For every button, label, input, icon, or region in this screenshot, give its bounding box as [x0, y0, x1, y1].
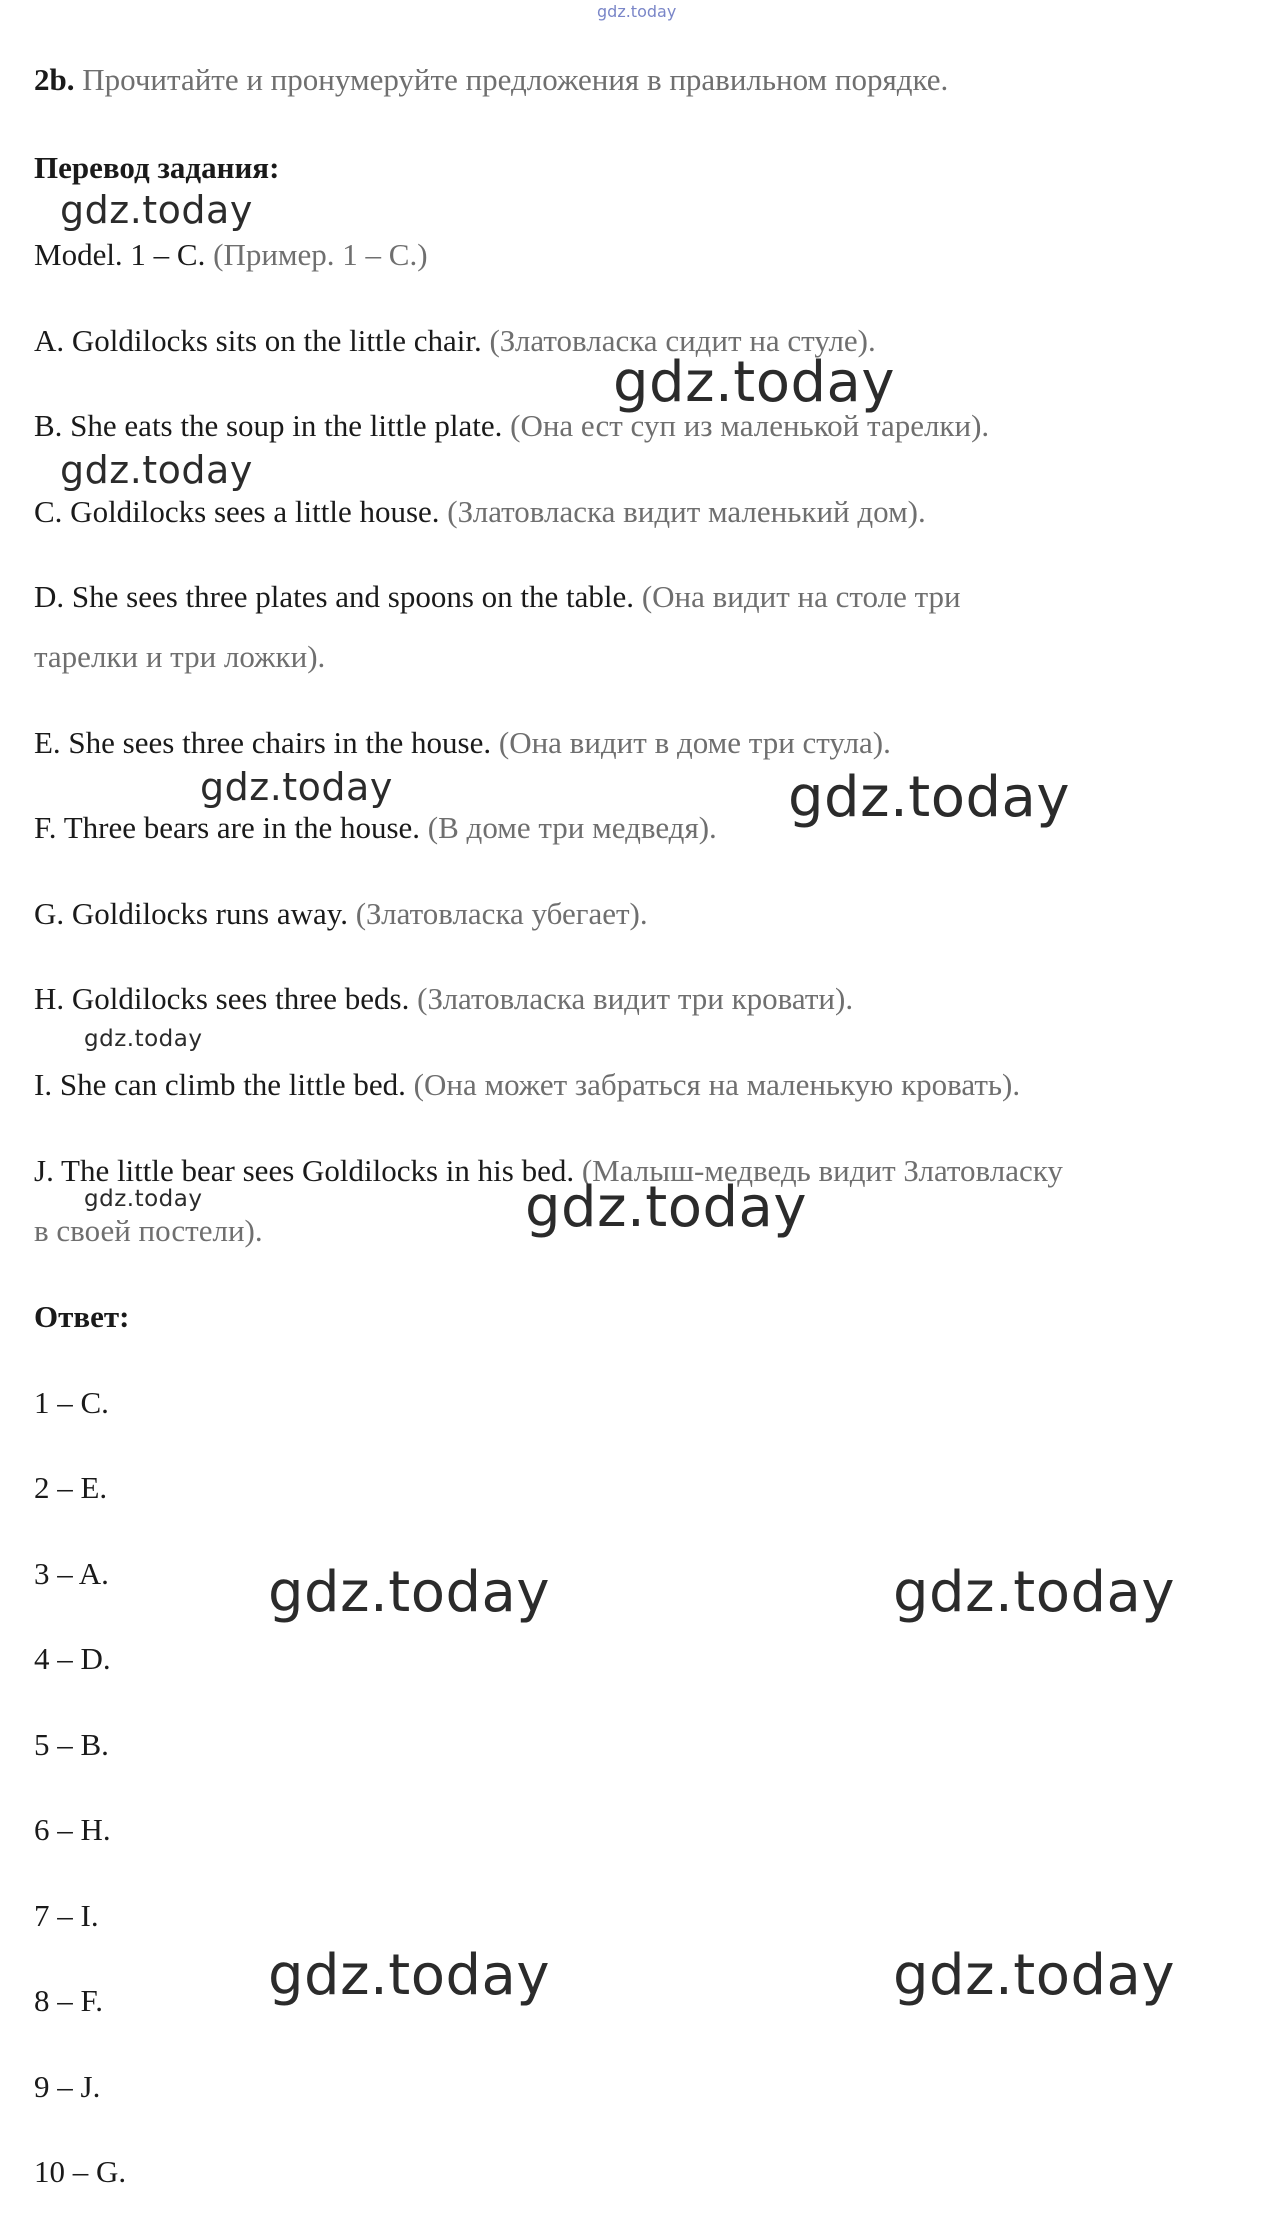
watermark: gdz.today — [893, 1943, 1176, 2008]
sentence-en: G. Goldilocks runs away. — [34, 896, 348, 931]
task-instruction: Прочитайте и пронумеруйте предложения в правильном порядке. — [82, 62, 949, 97]
sentence-ru: (Златовласка видит три кровати). — [417, 981, 854, 1016]
sentence-en: C. Goldilocks sees a little house. — [34, 494, 440, 529]
watermark: gdz.today — [60, 188, 253, 232]
sentence-g — [34, 894, 648, 934]
answer-item: 5 – B. — [34, 1727, 109, 1762]
sentence-en: H. Goldilocks sees three beds. — [34, 981, 410, 1016]
sentence-c — [34, 492, 926, 532]
answer-item: 3 – A. — [34, 1556, 109, 1591]
sentence-e — [34, 723, 891, 763]
watermark: gdz.today — [788, 765, 1071, 830]
model-en: Model. 1 – C. — [34, 237, 206, 272]
sentence-ru: (Златовласка сидит на стуле). — [489, 323, 876, 358]
sentence-ru: (Она видит на столе три — [641, 579, 961, 614]
translation-heading: Перевод задания: — [34, 150, 280, 185]
sentence-en: B. She eats the soup in the little plate. — [34, 408, 503, 443]
sentence-en: D. She sees three plates and spoons on the table. — [34, 579, 635, 614]
answer-item: 7 – I. — [34, 1898, 99, 1933]
sentence-ru: (Она может забраться на маленькую кровать). — [413, 1067, 1021, 1102]
watermark: gdz.today — [525, 1175, 808, 1240]
task-line — [34, 60, 948, 100]
sentence-d-continuation: тарелки и три ложки). — [34, 639, 326, 674]
watermark: gdz.today — [60, 448, 253, 492]
sentence-ru: (Малыш-медведь видит Златовласку — [581, 1153, 1063, 1188]
sentence-en: J. The little bear sees Goldilocks in his bed. — [34, 1153, 575, 1188]
sentence-j-continuation: в своей постели). — [34, 1213, 263, 1248]
sentence-ru: (Златовласка убегает). — [355, 896, 648, 931]
answer-item: 6 – H. — [34, 1812, 111, 1847]
header-watermark: gdz.today — [597, 2, 677, 21]
answer-heading: Ответ: — [34, 1299, 130, 1334]
sentence-en: E. She sees three chairs in the house. — [34, 725, 492, 760]
watermark: gdz.today — [893, 1560, 1176, 1625]
sentence-en: F. Three bears are in the house. — [34, 810, 421, 845]
watermark: gdz.today — [268, 1943, 551, 2008]
sentence-i — [34, 1065, 1020, 1105]
watermark: gdz.today — [613, 350, 896, 415]
sentence-ru: (Златовласка видит маленький дом). — [447, 494, 926, 529]
sentence-ru: (Она видит в доме три стула). — [498, 725, 891, 760]
answer-item: 10 – G. — [34, 2154, 127, 2189]
model-line — [34, 235, 428, 275]
task-number: 2b. — [34, 62, 75, 97]
answer-item: 9 – J. — [34, 2069, 101, 2104]
watermark: gdz.today — [200, 765, 393, 809]
sentence-d — [34, 577, 961, 617]
answer-item: 1 – C. — [34, 1385, 109, 1420]
sentence-en: A. Goldilocks sits on the little chair. — [34, 323, 482, 358]
answer-item: 8 – F. — [34, 1983, 104, 2018]
sentence-ru: (Она ест суп из маленькой тарелки). — [510, 408, 990, 443]
answer-item: 4 – D. — [34, 1641, 111, 1676]
answer-item: 2 – E. — [34, 1470, 108, 1505]
sentence-f — [34, 808, 717, 848]
sentence-en: I. She can climb the little bed. — [34, 1067, 406, 1102]
sentence-ru: (В доме три медведя). — [427, 810, 717, 845]
watermark: gdz.today — [84, 1186, 203, 1212]
watermark: gdz.today — [84, 1026, 203, 1052]
watermark: gdz.today — [268, 1560, 551, 1625]
sentence-h — [34, 979, 853, 1019]
model-ru: (Пример. 1 – C.) — [213, 237, 428, 272]
